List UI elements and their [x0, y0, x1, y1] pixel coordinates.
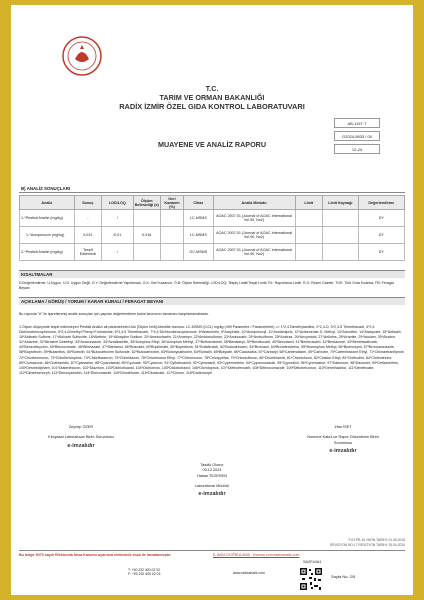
signature-lab-manager: [172, 463, 252, 497]
table-row: 1-*Pestisit Analizi (mg/kg) - / LC-MSMS AOAC 2007.01 (Journal of AOAC International Vol.90, No2) DY: [20, 210, 405, 227]
col-limit: Limit: [295, 196, 322, 210]
footer-divider: [19, 550, 405, 551]
parameter-list: 1.Ölçüm düşeyinde tespit edilemeyen Pestisit Analizi ait parametreleri Adı [Ölçüm limit] Atrediite durumu: LC-MSMS (0.01) mg/kg (499 Parametre / Parametreler) => 1*2,4 Dimethylaniline, 2*2,4-D, 3*2,3-5 Trimethacarb, 4*2,4 Dichlorobenzophenone, 5*2,4-Dimethyl Phenyl Formamide, 6*3,4-5 Trimethacarb, 7*4,4 Dichlorobenzophenone, 8*Abamectin, 9*Acephate, 10*Acequinocyl, 11*Acetamiprid, 12*Acibenzolar-S- Methyl, 13*Aclonifen, 14*Alaxycarb, 15*Aldicarb, 16*Aldicarb Sulfone, 17*Aldicarb Sulfoxide, 18*Alethrin, 19*Alloxydim Sodium, 20*Ametoctradin, 21*Ametryn, 22*Amidosulfuron, 23*Aminocarb, 24*Amisulbrom, 25*Amitraz, 26*Ancymidol, 27*Anilofos, 28*Aramite, 29*Asulam, 30*Atraton, 31*Atrazine, 32*Atrazine Desethyl, 33*Azaconazole, 34*Azadirachtin, 35*Azinphos Ethyl, 36*Azinphos Methyl, 37*Beflubutamid, 38*Benalaxyl, 39*Bendiocarb, 40*Benodanil, 41*Benfuracarb, 42*Bentazone, 43*Benthiavalicarb, 44*Benzobicyclon, 45*Benzoximate, 46*Bifenazate, 47*Bitertanol, 48*Boscalid, 49*Bupirimate, 50*Buprofezin, 51*Butafenacil, 52*Butocarboxim, 53*Bromacil, 54*Bromfenvinfos, 55*Bromophos Methyl, 56*Bromoxynil, 57*Bromuconazole, 58*Buprofezin, 59*Butamifos, 60*Butrolin, 61*Butocarboxim Sulfoxide, 62*Butocarboxim, 63*Butoxycarboxim, 64*Butralin, 65*Butylate, 66*Cadusafos, 67*Carbaryl, 68*Carbendazim, 69*Carboxin, 70*Carfentrazone Ethyl, 71*Chlorantraniliprole, 72*Chlorbromuron, 73*Chlorfenvinphos, 74*Chlorfluazuron, 75*Chloridazon, 76*Chlorimuron Ethyl, 77*Chloroxuron, 78*Chlorpyrifos, 79*Chlorsulfuron, 80*Chlorthiamid, 81*Chlortoluron, 82*Cinidon Ethyl, 83*Clethodim, 84*Clofentezine, 85*Clomazone, 86*Clothianidin, 87*Cyanazine, 88*Cyazofamid, 89*Cycloate, 90*Cycluron, 91*Cyflufenamid, 92*Cymoxanil, 93*Cypermethrin, 94*Cyproconazole, 95*Cyprodinil, 96*Cyromazine, 97*Daimuron, 98*Dazomet, 99*Deltamethrin, 100*Desmedipham, 101*Diafenthiuron, 102*Diazinon, 103*Dichlofluanid, 104*Dichlorvos, 105*Diclobutrazol, 106*Dicrotophos, 107*Diethofencarb, 108*Difenoconazole, 109*Diflubenzuron, 110*Dimethachlor, 111*Dimethoate, 112*Dimethomorph, 113*Dimoxystrobin, 114*Diniconazole, 115*Dinotefuran, 116*Dioxacarb, 117*Diuron, 118*Dodemorph: [19, 325, 405, 375]
col-method: Analiz Metodu: [213, 196, 295, 210]
results-section-title: B) ANALİZ SONUÇLARI: [19, 185, 405, 193]
page-number: Sayfa No: 2/5: [331, 574, 356, 579]
signer-name: İrfan İSET: [334, 425, 352, 429]
results-table: [19, 195, 405, 261]
results-header-row: [20, 196, 405, 210]
col-limit-source: Limit Kaynağı: [322, 196, 358, 210]
col-result: Sonuç: [74, 196, 101, 210]
signer-name: Zeynep ÖZER: [68, 425, 94, 429]
header-tc: T.C.: [205, 84, 219, 93]
report-number: G2024-8933 / 00: [334, 131, 380, 141]
signature-chemistry-lab: [41, 425, 121, 449]
report-title: MUAYENE VE ANALİZ RAPORU: [157, 140, 267, 149]
e-signature-logo: e-imzalıdır: [198, 491, 226, 498]
contact-phone: T: +90 232 400 02 02 F: +90 232 400 02 03: [128, 568, 161, 576]
e-signature-logo: e-imzalıdır: [329, 447, 357, 454]
website[interactable]: www.radixanaliz.com: [233, 571, 265, 575]
col-evaluation: Değerlendirme: [358, 196, 404, 210]
approval-date: 05.12.2024: [202, 468, 222, 473]
report-page: [11, 5, 413, 595]
abbreviations-title: KISALTMALAR: [19, 270, 405, 278]
ministry-emblem: [61, 35, 103, 77]
e-signature-logo: e-imzalıdır: [67, 442, 95, 449]
e-signature-verify-link[interactable]: E-İMZA DOĞRULAMA - esimza.com/radixanaliz.com: [213, 553, 300, 557]
col-uncertainty: Ölçüm Belirsizliği (±): [133, 196, 160, 210]
e-signature-law-note: Bu belge 5070 sayılı Elektronik İmza Kanunu uyarınca elektronik imza ile imzalanmıştır.: [19, 553, 172, 557]
comment-note: Bu raporda "#" ile işaretlenmiş analiz sonuçları için yapılan değerlendirme kalınt tanımının tamamını karşılamamaktadır.: [19, 312, 209, 316]
report-period: 12-24: [334, 144, 380, 154]
signature-sample-acceptance: [303, 425, 383, 454]
table-row: 2-*Pestisit Analizi (mg/kg) Tespit Edilemedi / GC-MSMS AOAC 2007.01 (Journal of AOAC International Vol.90, No2) DY: [20, 244, 405, 261]
signer-role: Laboratuvar Müdürü: [194, 483, 230, 488]
col-recovery: Geri Kazanım (%): [160, 196, 183, 210]
header-laboratory: RADİX İZMİR ÖZEL GIDA KONTROL LABORATUVARI: [119, 102, 305, 111]
accreditation-code: AB-1197-T: [334, 118, 380, 128]
form-info: F.03.PR.16 YAYIN TARİHİ: 01.06.2016 REVİZYON NO:17 REVİZYON TARİHİ: 19.04.2024: [330, 538, 405, 547]
qr-code-icon: [299, 567, 323, 591]
signer-role: Kimyasal Laboratuvar Birim Sorumlusu: [48, 435, 114, 440]
comments-title: AÇIKLAMA / GÖRÜŞ / YORUM / KARAR KURALI / FERAGAT BEYANI: [19, 297, 405, 305]
signer-name: Hakan TEZEREN: [197, 473, 227, 478]
approval-label: Tasdik Olunur: [200, 463, 224, 467]
col-device: Cihaz: [184, 196, 213, 210]
col-lod-loq: LOD/LOQ: [102, 196, 134, 210]
reference-boxes: [334, 118, 380, 157]
header-ministry: TARIM VE ORMAN BAKANLIĞI: [159, 93, 265, 102]
abbreviations-text: D:Değerlendirme. U:Uygun. U.D: Uygun Değil. D.Y: Değerlendirme Yapılamadı. G.K: Geri Kazanım. Ö.B: Ölçüm Belirsizliği. LOD/LOQ: Tespiş Limiti/Tespit Limiti. RL: Raporlama Limiti. R.G: Resmi Gazete. TGK: Türk Gıda Kodeksi. FB: Feragat Beyanı: [19, 281, 394, 290]
document-code: SA2F44A1: [303, 560, 322, 564]
col-analysis: Analiz: [20, 196, 75, 210]
table-row: 1-*Acequinocin (mg/kg) 0,031 /0,01 0,016 LC-MSMS AOAC 2007.01 (Journal of AOAC International Vol.90, No2) DY: [20, 227, 405, 244]
signer-role: Numune Kabul ve Rapor Düzenleme Birim Sorumlusu: [307, 435, 379, 445]
